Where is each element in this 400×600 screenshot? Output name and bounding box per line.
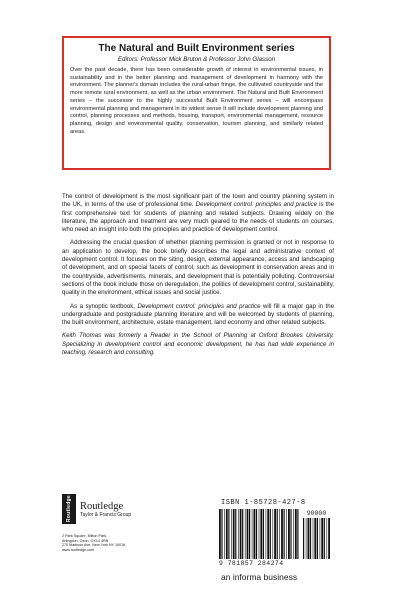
informa-tagline: an informa business bbox=[221, 572, 298, 582]
address-line: Abingdon, Oxon, OX14 4RN bbox=[62, 538, 109, 543]
barcode-row bbox=[219, 509, 332, 559]
publisher-block bbox=[62, 494, 192, 552]
addon-code: 90000 bbox=[306, 510, 327, 517]
blurb-paragraph-1 bbox=[62, 193, 334, 234]
isbn-label: ISBN 1-85728-427-8 bbox=[221, 499, 306, 507]
book-title-italic: Development control: principles and practice bbox=[137, 302, 261, 310]
series-box bbox=[62, 36, 331, 170]
blurb-paragraph-2: Addressing the crucial question of whether planning permission is granted or not in response to an application to develop, the book briefly describes the legal and administrative context of development control. It focuses on the siting, design, external appearance, access and landscaping of development, and on special facets of control, such as development in conservation areas and in the countryside, advertisments, minerals, and development that is potentially polluting. Controversial sections of the book include those on deregulation, the politics of development control, sustainability, quality in the environment, ethical issues and social justice. bbox=[62, 239, 334, 297]
blurb-text: will fill a major gap in the undergraduate and postgraduate planning literature and will be welcomed by students of planning, the built environment, architecture, estate management, land economy and other related subjects. bbox=[62, 302, 334, 327]
back-cover-blurb bbox=[62, 193, 334, 362]
series-editors: Editors: Professor Mick Bruton & Professor John Glasson bbox=[117, 56, 276, 63]
blurb-text: is the first comprehensive text for students of planning and related subjects. Drawing widely on the literature, the approach and treatment are very much geared to the needs of students on courses, who need an insight into both the principles and practice of development control. bbox=[62, 201, 335, 234]
blurb-text: As a synoptic textbook, bbox=[70, 302, 138, 310]
barcode-area bbox=[219, 499, 332, 567]
publisher-logo bbox=[62, 494, 192, 524]
address-line: 2 Park Square, Milton Park, bbox=[62, 534, 108, 538]
blurb-text: The control of development is the most significant part of the town and country planning system in the UK, in terms of the use of professional time. bbox=[62, 193, 334, 209]
publisher-address bbox=[62, 534, 192, 552]
series-title: The Natural and Built Environment series bbox=[98, 43, 295, 54]
addon-barcode bbox=[303, 510, 330, 559]
book-title-italic: Development control: principles and practice bbox=[195, 201, 318, 209]
series-description: Over the past decade, there has been considerable growth of interest in environmental issues, in sustainability and in the better planning and management of development in harmony with the environment. The planner's domain includes the rural-urban fringe, the cultivated countryside and the more remote rural environment, as well as the urban environment. The Natural and Built Environment series – the successor to the highly successful Built Environment series – will encompass environmental planning and management in its widest sense It will include development planning and control, planning processes and methods, housing, transport, environmental management, resource planning, design and environmental quality, conservation, tourism planning, and similarly related areas. bbox=[70, 67, 323, 135]
addon-barcode-bars bbox=[303, 518, 330, 559]
barcode-bars bbox=[219, 509, 299, 559]
address-line: 270 Madison Ave, New York NY 10016 bbox=[62, 543, 126, 547]
author-note: Keith Thomas was formerly a Reader in the School of Planning at Oxford Brookes University. Specializing in development control and economic development, he has had wide experience in teaching, research and consulting. bbox=[62, 332, 334, 357]
ean-digits: 9 781857 284274 bbox=[219, 560, 284, 567]
blurb-paragraph-3 bbox=[62, 303, 334, 328]
publisher-name: Routledge bbox=[80, 500, 124, 512]
publisher-group: Taylor & Francis Group bbox=[80, 511, 132, 518]
routledge-logo-icon: Routledge bbox=[62, 494, 76, 524]
address-line: www.routledge.com bbox=[62, 547, 95, 552]
ean-barcode bbox=[219, 509, 299, 559]
